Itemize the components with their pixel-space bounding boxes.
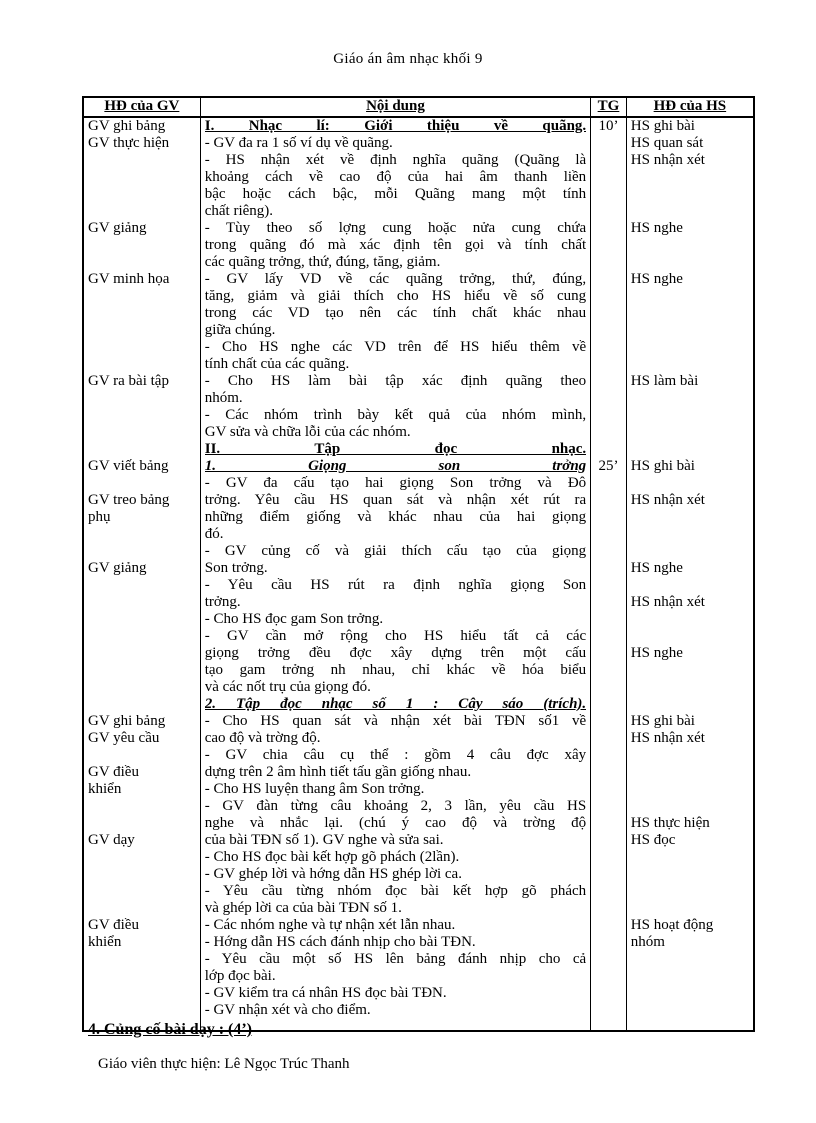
hs-activity-line: HS ghi bài (630, 458, 695, 474)
content-line: và các nốt trụ của giọng đó. (204, 679, 371, 695)
page-title: Giáo án âm nhạc khối 9 (333, 51, 483, 67)
content-line: - GV nhận xét và cho điểm. (204, 1002, 371, 1018)
gv-activity-cell (83, 117, 200, 1031)
hs-activity-cell (626, 117, 754, 1031)
content-cell (200, 117, 590, 1031)
hs-activity-line: HS nhận xét (630, 492, 705, 508)
table-row (83, 117, 754, 1031)
header-time: TG (591, 97, 627, 117)
gv-activity-line: GV ghi bảng (88, 118, 166, 134)
gv-activity-line: GV dạy (88, 832, 135, 848)
content-line: - Yêu cầu một số HS lên bảng đánh nhịp cho cả (204, 951, 587, 967)
content-line: - GV củng cố và giải thích cấu tạo của giọng (204, 543, 587, 559)
content-line: I. Nhạc lí: Giới thiệu về quãng. (204, 118, 587, 134)
gv-activity-line: GV yêu cầu (88, 730, 160, 746)
content-line: - GV đàn từng câu khoảng 2, 3 lần, yêu cầu HS (204, 798, 587, 814)
content-line: - GV lấy VD về các quãng trởng, thứ, đúng, (204, 271, 587, 287)
hs-activity-line: HS nghe (630, 645, 683, 661)
hs-activity-line: HS nghe (630, 220, 683, 236)
content-line: bậc hoặc cách bậc, mỗi Quãng mang một tính (204, 186, 587, 202)
content-line: - GV kiểm tra cá nhân HS đọc bài TĐN. (204, 985, 447, 1001)
content-line: - GV ghép lời và hớng dẫn HS ghép lời ca. (204, 866, 462, 882)
content-line: - Các nhóm nghe và tự nhận xét lẫn nhau. (204, 917, 456, 933)
gv-activity-line: GV thực hiện (88, 135, 170, 151)
lesson-plan-table (82, 96, 755, 1032)
content-line: - Tùy theo số lợng cung hoặc nửa cung chứa (204, 220, 587, 236)
hs-activity-line: nhóm (630, 934, 665, 950)
gv-activity-line: GV ghi bảng (88, 713, 166, 729)
hs-activity-line: HS nhận xét (630, 730, 705, 746)
content-line: - Cho HS đọc bài kết hợp gõ phách (2lần). (204, 849, 460, 865)
content-line: của bài TĐN số 1). GV nghe và sửa sai. (204, 832, 444, 848)
content-line: nhóm. (204, 390, 243, 406)
content-line: - Cho HS nghe các VD trên để HS hiểu thêm về (204, 339, 587, 355)
gv-activity-line: GV điều (88, 917, 139, 933)
hs-activity-line: HS hoạt động (630, 917, 714, 933)
content-line: đó. (204, 526, 224, 542)
content-line: giọng trởng đều đợc xây dựng trên một cấu (204, 645, 587, 661)
content-line: - Yêu cầu HS rút ra định nghĩa giọng Son (204, 577, 587, 593)
content-line: - GV đa cấu tạo hai giọng Son trởng và Đô (204, 475, 587, 491)
hs-activity-line: HS nhận xét (630, 594, 705, 610)
hs-activity-line: HS ghi bài (630, 713, 695, 729)
content-line: dựng trên 2 âm hình tiết tấu gần giống nhau. (204, 764, 472, 780)
content-line: - Cho HS quan sát và nhận xét bài TĐN số1 về (204, 713, 587, 729)
hs-activity-line: HS quan sát (630, 135, 704, 151)
content-line: - Yêu cầu từng nhóm đọc bài kết hợp gõ phách (204, 883, 587, 899)
content-line: những điểm giống và khác nhau của hai giọng (204, 509, 587, 525)
content-line: 1. Giọng son trởng (204, 458, 587, 474)
content-line: trởng. (204, 594, 241, 610)
content-line: - HS nhận xét về định nghĩa quãng (Quãng là (204, 152, 587, 168)
teacher-name: Giáo viên thực hiện: Lê Ngọc Trúc Thanh (98, 1056, 350, 1072)
gv-activity-line: GV treo bảng (88, 492, 170, 508)
content-line: lớp đọc bài. (204, 968, 276, 984)
content-line: cao độ và trờng độ. (204, 730, 321, 746)
gv-activity-line: GV viết bảng (88, 458, 169, 474)
content-line: khoảng cách về cao độ của hai âm thanh liền (204, 169, 587, 185)
hs-activity-line: HS ghi bài (630, 118, 695, 134)
content-line: Son trởng. (204, 560, 268, 576)
table-header-row (83, 97, 754, 117)
content-line: - Cho HS đọc gam Son trởng. (204, 611, 384, 627)
gv-activity-line: GV minh họa (88, 271, 170, 287)
hs-activity-line: HS nhận xét (630, 152, 705, 168)
content-line: trong quãng đó mà xác định tên gọi và tính chất (204, 237, 587, 253)
content-line: tính chất của các quãng. (204, 356, 350, 372)
content-line: - GV cần mở rộng cho HS hiểu tất cả các (204, 628, 587, 644)
content-line: - Các nhóm trình bày kết quả của nhóm mình, (204, 407, 587, 423)
hs-activity-line: HS thực hiện (630, 815, 710, 831)
content-line: chất riêng). (204, 203, 274, 219)
content-line: giữa chúng. (204, 322, 276, 338)
content-line: - GV đa ra 1 số ví dụ về quãng. (204, 135, 393, 151)
hs-activity-line: HS làm bài (630, 373, 699, 389)
time-value: 25’ (598, 458, 619, 474)
header-gv: HĐ của GV (83, 97, 200, 117)
hs-activity-line: HS đọc (630, 832, 676, 848)
content-line: - GV chia câu cụ thể : gồm 4 câu đợc xây (204, 747, 587, 763)
content-line: - Cho HS luyện thang âm Son trởng. (204, 781, 425, 797)
gv-activity-line: GV điều (88, 764, 139, 780)
time-value: 10’ (598, 118, 619, 134)
gv-activity-line: GV ra bài tập (88, 373, 169, 389)
consolidation-heading: 4. Củng cố bài dạy : (4’) (88, 1021, 253, 1038)
content-line: tăng, giảm và giải thích cho HS hiểu về số cung (204, 288, 587, 304)
time-cell (591, 117, 627, 1031)
gv-activity-line: GV giảng (88, 560, 147, 576)
gv-activity-line: phụ (88, 509, 111, 525)
content-line: trởng. Yêu cầu HS quan sát và nhận xét rút ra (204, 492, 587, 508)
hs-activity-line: HS nghe (630, 271, 683, 287)
content-line: nghe và nhắc lại. (chú ý cao độ và trờng độ (204, 815, 587, 831)
gv-activity-line: khiển (88, 781, 122, 797)
content-line: II. Tập đọc nhạc. (204, 441, 587, 457)
content-line: 2. Tập đọc nhạc số 1 : Cây sáo (trích). (204, 696, 587, 712)
content-line: - Cho HS làm bài tập xác định quãng theo (204, 373, 587, 389)
header-hs: HĐ của HS (626, 97, 754, 117)
hs-activity-line: HS nghe (630, 560, 683, 576)
gv-activity-line: khiển (88, 934, 122, 950)
content-line: GV sửa và chữa lỗi của các nhóm. (204, 424, 411, 440)
header-content: Nội dung (200, 97, 590, 117)
content-line: các quãng trởng, thứ, đúng, tăng, giảm. (204, 254, 441, 270)
content-line: - Hớng dẫn HS cách đánh nhịp cho bài TĐN. (204, 934, 476, 950)
content-line: trong các VD tạo nên các tính chất khác nhau (204, 305, 587, 321)
content-line: và ghép lời ca của bài TĐN số 1. (204, 900, 402, 916)
content-line: tạo gam trởng nh nhau, chỉ khác về hóa biểu (204, 662, 587, 678)
gv-activity-line: GV giảng (88, 220, 147, 236)
